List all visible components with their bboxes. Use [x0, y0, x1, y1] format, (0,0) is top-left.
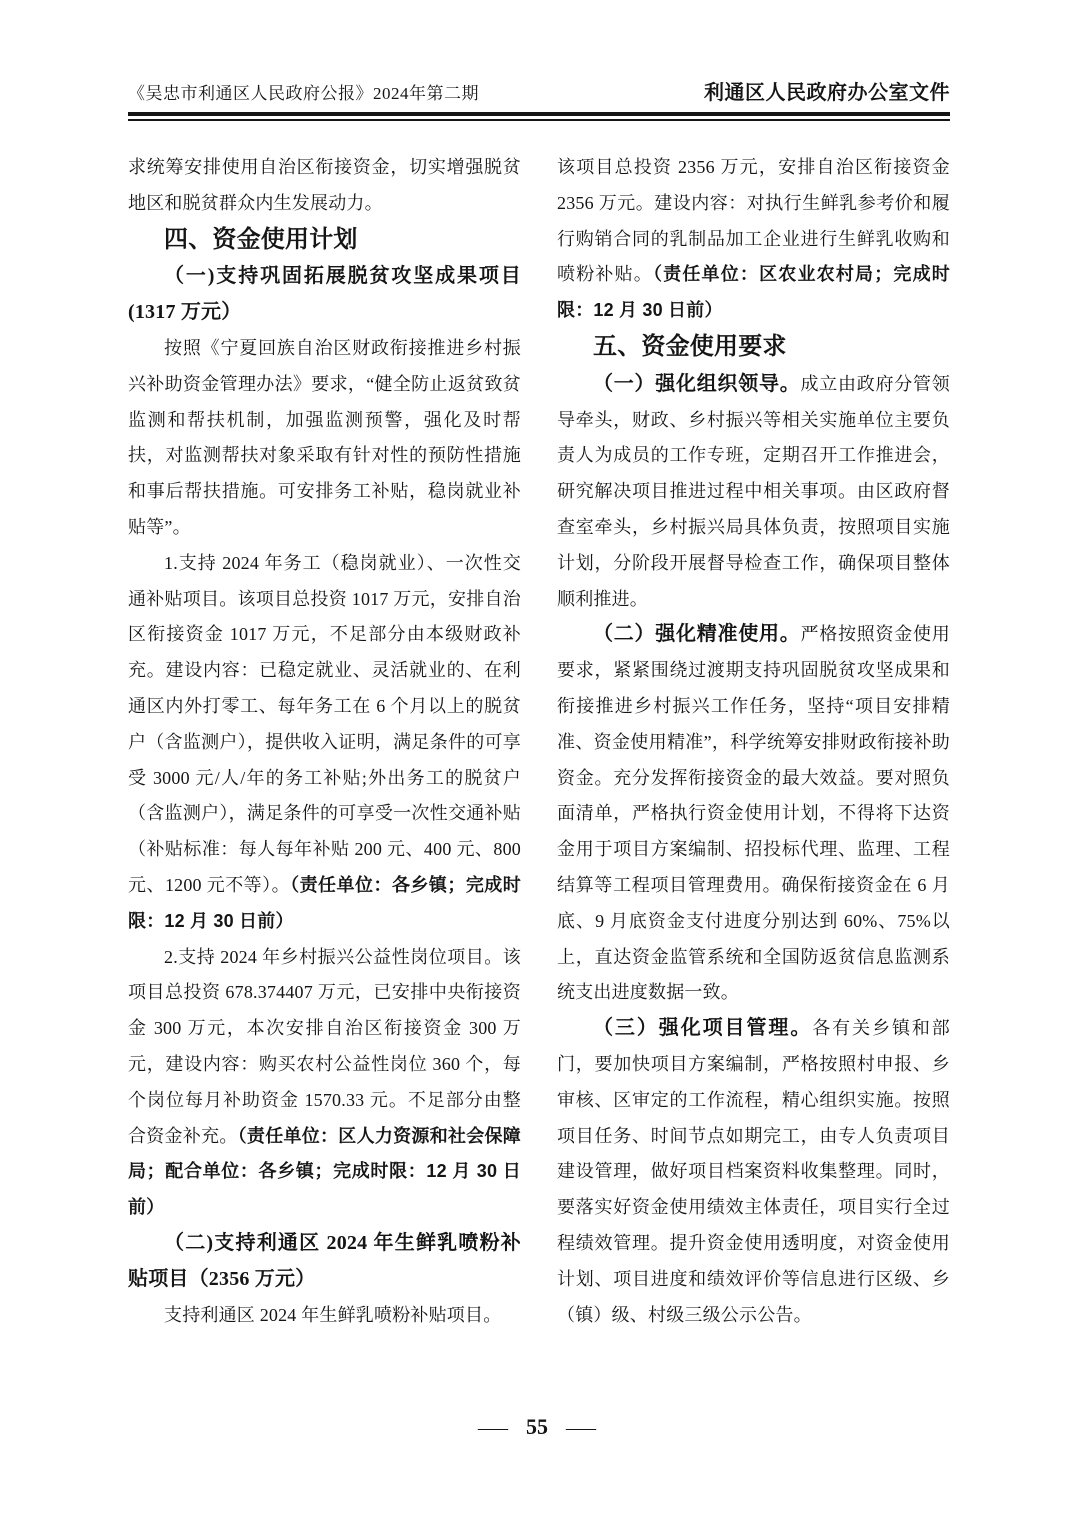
text-segment: 该项目总投资 2356 万元，安排自治区衔接资金 2356 万元。建设内容：对执行生鲜乳参考价和履行购销合同的乳制品加工企业进行生鲜乳收购和喷粉补贴。 — [557, 157, 950, 285]
header-divider — [128, 112, 950, 121]
paragraph — [557, 617, 950, 1011]
text-segment: （二)支持利通区 2024 年生鲜乳喷粉补贴项目（2356 万元） — [128, 1231, 521, 1290]
gazette-title: 《吴忠市利通区人民政府公报》2024年第二期 — [128, 84, 479, 103]
text-segment: 1.支持 2024 年务工（稳岗就业）、一次性交通补贴项目。该项目总投资 1017 万元，安排自治区衔接资金 1017 万元，不足部分由本级财政补充。建设内容：已稳定就业、灵活就业的、在利通区内外打零工、每年务工在 6 个月以上的脱贫户（含监测户），提供收入证明，满足条件的可享受 3000 元/人/年的务工补贴;外出务工的脱贫户（含监测户），满足条件的可享受一次性交通补贴（补贴标准：每人每年补贴 200 元、400 元、800 元、1200 元不等）。 — [128, 552, 521, 895]
paragraph-continuation — [128, 150, 521, 222]
paragraph — [128, 331, 521, 546]
paragraph — [128, 1298, 521, 1334]
page-footer — [0, 1414, 1074, 1440]
text-segment: 各有关乡镇和部门，要加快项目方案编制，严格按照村申报、乡审核、区审定的工作流程，精心组织实施。按照项目任务、时间节点如期完工，由专人负责项目建设管理，做好项目档案资料收集整理。同时，要落实好资金使用绩效主体责任，项目实行全过程绩效管理。提升资金使用透明度，对资金使用计划、项目进度和绩效评价等信息进行区级、乡（镇）级、村级三级公示公告。 — [557, 1018, 950, 1325]
paragraph — [557, 1011, 950, 1333]
paragraph — [128, 546, 521, 940]
right-column — [557, 150, 950, 1333]
text-segment: （一)支持巩固拓展脱贫攻坚成果项目(1317 万元） — [128, 265, 521, 324]
page-number: 55 — [526, 1414, 548, 1439]
text-segment: 求统筹安排使用自治区衔接资金，切实增强脱贫地区和脱贫群众内生发展动力。 — [128, 157, 521, 213]
paragraph-continuation — [557, 150, 950, 329]
text-segment: （一）强化组织领导。 — [593, 372, 801, 395]
heading-section-5 — [557, 329, 950, 367]
text-segment: （二）强化精准使用。 — [593, 623, 801, 646]
text-segment: 四、资金使用计划 — [164, 225, 358, 253]
text-segment: 2.支持 2024 年乡村振兴公益性岗位项目。该项目总投资 678.374407 万元，已安排中央衔接资金 300 万元，本次安排自治区衔接资金 300 万元，建设内容：购买农村公益性岗位 360 个，每个岗位每月补助资金 1570.33 元。不足部分由整合资金补充。 — [128, 946, 521, 1146]
footer-dash-right: — — [566, 1417, 596, 1439]
footer-dash-left: — — [478, 1417, 508, 1439]
heading-item-2 — [128, 1226, 521, 1298]
text-segment: 按照《宁夏回族自治区财政衔接推进乡村振兴补助资金管理办法》要求，“健全防止返贫致贫监测和帮扶机制，加强监测预警，强化及时帮扶，对监测帮扶对象采取有针对性的预防性措施和事后帮扶措施。可安排务工补贴，稳岗就业补贴等”。 — [128, 337, 521, 537]
document-category-label: 利通区人民政府办公室文件 — [704, 82, 950, 104]
text-segment: （责任单位：各乡镇；完成时限：12 月 30 日前） — [128, 874, 521, 931]
text-segment: 五、资金使用要求 — [593, 332, 787, 360]
heading-item-1 — [128, 259, 521, 331]
document-body — [128, 150, 950, 1333]
text-segment: （责任单位：区人力资源和社会保障局；配合单位：各乡镇；完成时限：12 月 30 日前） — [128, 1125, 521, 1218]
heading-section-4 — [128, 222, 521, 260]
left-column — [128, 150, 521, 1333]
paragraph — [557, 367, 950, 618]
text-segment: （责任单位：区农业农村局；完成时限：12 月 30 日前） — [557, 264, 950, 321]
header-row — [128, 76, 950, 105]
text-segment: 成立由政府分管领导牵头，财政、乡村振兴等相关实施单位主要负责人为成员的工作专班，定期召开工作推进会，研究解决项目推进过程中相关事项。由区政府督查室牵头，乡村振兴局具体负责，按照项目实施计划，分阶段开展督导检查工作，确保项目整体顺利推进。 — [557, 373, 950, 609]
text-segment: 严格按照资金使用要求，紧紧围绕过渡期支持巩固脱贫攻坚成果和衔接推进乡村振兴工作任务，坚持“项目安排精准、资金使用精准”，科学统筹安排财政衔接补助资金。充分发挥衔接资金的最大效益。要对照负面清单，严格执行资金使用计划，不得将下达资金用于项目方案编制、招投标代理、监理、工程结算等工程项目管理费用。确保衔接资金在 6 月底、9 月底资金支付进度分别达到 60%、75%以上，直达资金监管系统和全国防返贫信息监测系统支出进度数据一致。 — [557, 624, 950, 1003]
page-header — [0, 76, 1074, 121]
paragraph — [128, 940, 521, 1226]
text-segment: （三）强化项目管理。 — [593, 1017, 813, 1040]
text-segment: 支持利通区 2024 年生鲜乳喷粉补贴项目。 — [164, 1304, 502, 1325]
